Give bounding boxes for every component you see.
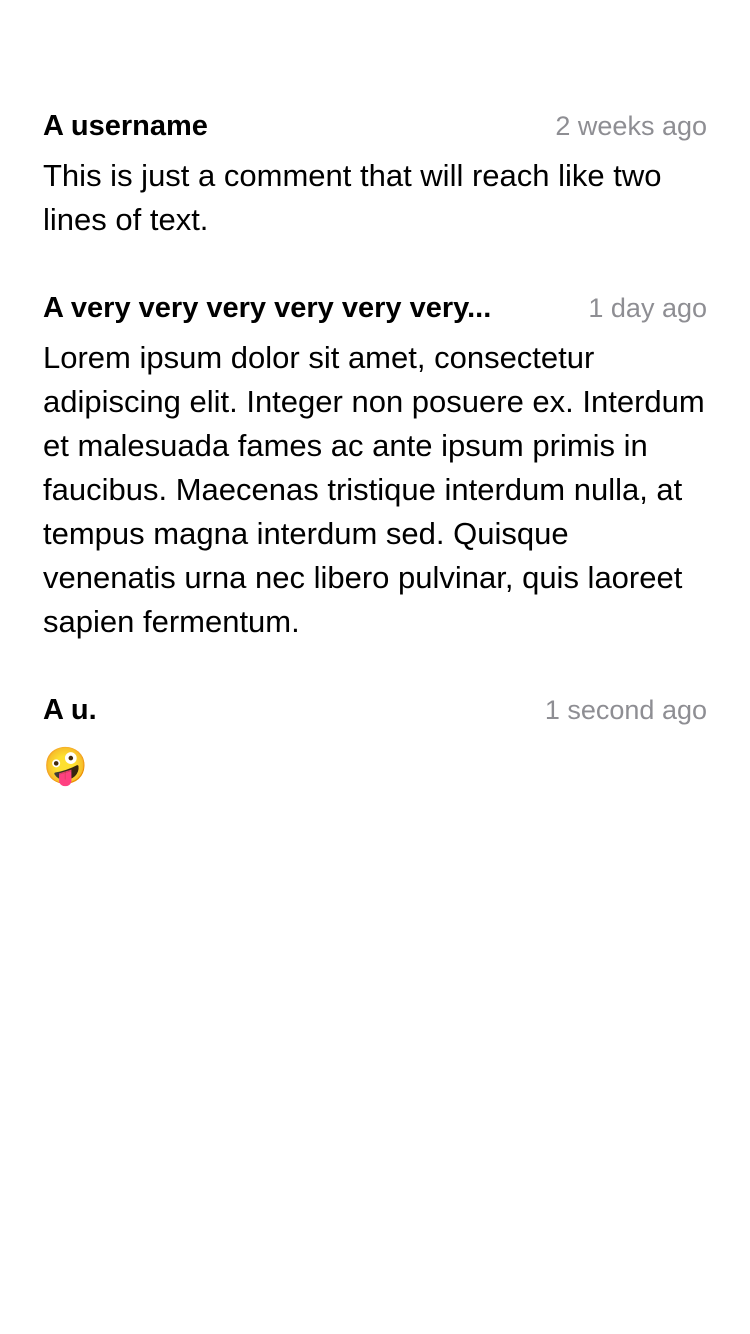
comment-text: This is just a comment that will reach like two lines of text. <box>43 158 662 237</box>
comment-item <box>43 110 707 242</box>
comment-username[interactable]: A very very very very very very... <box>43 292 492 324</box>
comment-text: Lorem ipsum dolor sit amet, consectetur adipiscing elit. Integer non posuere ex. Interdum et malesuada fames ac ante ipsum primis in faucibus. Maecenas tristique interdum nulla, at tempus magna interdum sed. Quisque venenatis urna nec libero pulvinar, quis laoreet sapien fermentum. <box>43 340 705 639</box>
comment-timestamp: 1 day ago <box>588 293 707 323</box>
comment-header <box>43 110 707 150</box>
comment-list <box>43 110 707 838</box>
comment-username[interactable]: A username <box>43 110 208 142</box>
comment-emoji: 🤪 <box>43 745 88 786</box>
comment-timestamp: 2 weeks ago <box>555 111 707 141</box>
comment-item <box>43 292 707 644</box>
comment-item <box>43 694 707 788</box>
comment-header <box>43 292 707 332</box>
comment-header <box>43 694 707 734</box>
comment-username[interactable]: A u. <box>43 694 97 726</box>
comment-timestamp: 1 second ago <box>544 695 707 725</box>
